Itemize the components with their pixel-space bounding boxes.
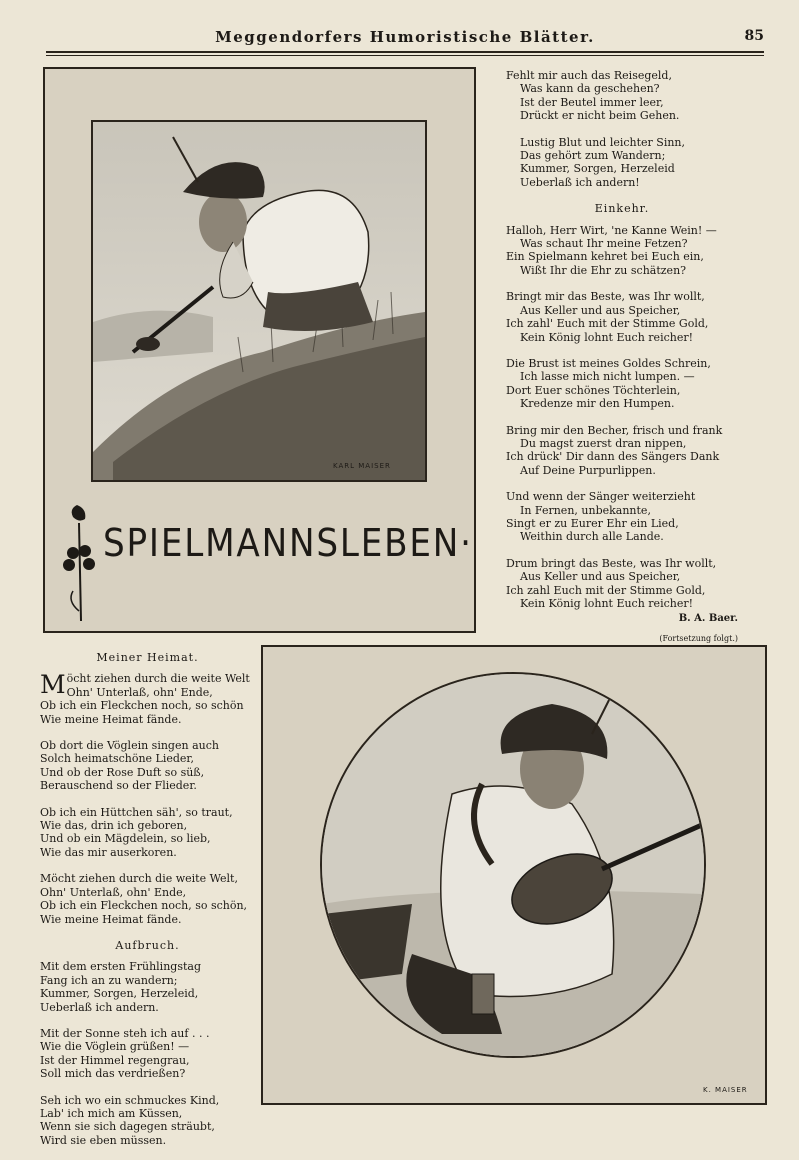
verse-line: Lustig Blut und leichter Sinn,: [520, 135, 686, 149]
illustration-panel-top: [43, 67, 476, 633]
verse-line: Drum bringt das Beste, was Ihr wollt,: [506, 556, 717, 570]
verse-line: Und wenn der Sänger weiterzieht: [506, 490, 696, 504]
stanza: [506, 490, 738, 544]
verse-line: Ueberlaß ich andern.: [40, 1000, 159, 1014]
verse-line: Singt er zu Eurer Ehr ein Lied,: [506, 516, 679, 530]
drop-cap: M: [40, 670, 66, 700]
stanza: [506, 557, 738, 611]
verse-line: Kummer, Sorgen, Herzeleid,: [40, 987, 199, 1001]
stanza: [40, 672, 255, 726]
stanza: [40, 739, 255, 793]
verse-line: Ob ich ein Hüttchen säh', so traut,: [40, 805, 233, 819]
verse-line: Was kann da geschehen?: [520, 82, 660, 96]
verse-line: Wenn sie sich dagegen sträubt,: [40, 1120, 215, 1134]
verse-line: Weithin durch alle Lande.: [520, 530, 664, 544]
verse-line: Drückt er nicht beim Gehen.: [520, 109, 680, 123]
header-rule: [46, 51, 764, 53]
poem-heading-einkehr: Einkehr.: [594, 202, 650, 216]
verse-line: Bringt mir das Beste, was Ihr wollt,: [506, 290, 705, 304]
lute-player-medallion: [320, 672, 706, 1058]
verse-line: Kummer, Sorgen, Herzeleid: [520, 162, 675, 176]
verse-line: Kein König lohnt Euch reicher!: [520, 330, 694, 344]
verse-line: Solch heimatschöne Lieder,: [40, 752, 194, 766]
stanza: [506, 357, 738, 411]
verse-line: Ein Spielmann kehret bei Euch ein,: [506, 250, 704, 264]
verse-line: Ist der Beutel immer leer,: [520, 95, 664, 109]
verse-line: Wißt Ihr die Ehr zu schätzen?: [520, 263, 687, 277]
continued-note: (Fortsetzung folgt.): [659, 633, 738, 643]
verse-line: Möcht ziehen durch die weite Welt,: [40, 872, 238, 886]
verse-line: Und ob ein Mägdelein, so lieb,: [40, 832, 211, 846]
verse-line: Halloh, Herr Wirt, 'ne Kanne Wein! —: [506, 223, 717, 237]
verse-line: Ob dort die Vöglein singen auch: [40, 739, 219, 753]
verse-line: Aus Keller und aus Speicher,: [520, 303, 681, 317]
verse-line: Wie die Vöglein grüßen! —: [40, 1040, 190, 1054]
lute-player-illustration: [322, 674, 704, 1056]
verse-line: Ich drück' Dir dann des Sängers Dank: [506, 450, 720, 464]
verse-line: Was schaut Ihr meine Fetzen?: [520, 237, 688, 251]
verse-line: Mit dem ersten Frühlingstag: [40, 960, 201, 974]
artist-signature-top: KARL MAISER: [333, 462, 391, 470]
verse-line: Ohn' Unterlaß, ohn' Ende,: [66, 685, 213, 699]
stanza: [506, 136, 738, 190]
poem-column-right: [506, 69, 738, 645]
publication-title: Meggendorfers Humoristische Blätter.: [215, 28, 595, 46]
verse-line: Und ob der Rose Duft so süß,: [40, 765, 205, 779]
verse-line: Kredenze mir den Humpen.: [520, 397, 675, 411]
verse-line: Ich lasse mich nicht lumpen. —: [520, 370, 695, 384]
verse-line: Ob ich ein Fleckchen noch, so schön: [40, 699, 244, 713]
verse-line: Wie meine Heimat fände.: [40, 912, 182, 926]
poem-heading-aufbruch: Aufbruch.: [115, 938, 180, 952]
verse-line: Wie meine Heimat fände.: [40, 712, 182, 726]
header-rule-thin: [46, 55, 764, 56]
verse-line: Kein König lohnt Euch reicher!: [520, 597, 694, 610]
verse-line: Ich zahl' Euch mit der Stimme Gold,: [506, 317, 709, 331]
verse-line: Die Brust ist meines Goldes Schrein,: [506, 356, 711, 370]
verse-line: Ohn' Unterlaß, ohn' Ende,: [40, 885, 187, 899]
stanza: [40, 1094, 255, 1148]
artist-signature-bottom: K. MAISER: [703, 1086, 748, 1094]
verse-line: Das gehört zum Wandern;: [520, 149, 666, 163]
verse-line: Fang ich an zu wandern;: [40, 973, 178, 987]
verse-line: Ist der Himmel regengrau,: [40, 1053, 190, 1067]
title-lettering: SPIELMANNSLEBEN·: [103, 521, 473, 565]
stanza: [40, 806, 255, 860]
stanza: [40, 1027, 255, 1081]
verse-line: Bring mir den Becher, frisch und frank: [506, 423, 723, 437]
verse-line: Fehlt mir auch das Reisegeld,: [506, 69, 672, 82]
running-header: [46, 22, 764, 48]
illustration-panel-bottom: [261, 645, 767, 1105]
verse-line: Berauschend so der Flieder.: [40, 779, 197, 793]
poem-heading-heimat: Meiner Heimat.: [96, 651, 199, 664]
verse-line: In Fernen, unbekannte,: [520, 503, 651, 517]
verse-line: Ich zahl Euch mit der Stimme Gold,: [506, 583, 706, 597]
stanza: [506, 290, 738, 344]
stanza: [40, 872, 255, 926]
verse-line: Wird sie eben müssen.: [40, 1133, 167, 1147]
stanza: [506, 224, 738, 278]
verse-line: Seh ich wo ein schmuckes Kind,: [40, 1093, 220, 1107]
page-number: 85: [744, 28, 764, 44]
decorative-title: [59, 501, 473, 625]
poem-column-left: [40, 651, 255, 1160]
stanza: [40, 960, 255, 1014]
verse-line: Ob ich ein Fleckchen noch, so schön,: [40, 899, 248, 913]
verse-line: Ueberlaß ich andern!: [520, 175, 640, 189]
verse-line: Wie das mir auserkoren.: [40, 845, 177, 859]
verse-line: Soll mich das verdrießen?: [40, 1067, 186, 1081]
minstrel-drawing-frame: [91, 120, 427, 482]
minstrel-on-hillside-illustration: [93, 122, 425, 480]
stanza: [506, 69, 738, 123]
verse-line: Aus Keller und aus Speicher,: [520, 570, 681, 584]
verse-line: Auf Deine Purpurlippen.: [520, 463, 656, 477]
verse-line: Lab' ich mich am Küssen,: [40, 1106, 183, 1120]
verse-line: Wie das, drin ich geboren,: [40, 819, 188, 833]
author-signature: B. A. Baer.: [678, 613, 738, 625]
verse-line: öcht ziehen durch die weite Welt: [66, 672, 250, 686]
stanza: [506, 424, 738, 478]
verse-line: Du magst zuerst dran nippen,: [520, 436, 687, 450]
verse-line: Mit der Sonne steh ich auf . . .: [40, 1026, 210, 1040]
verse-line: Dort Euer schönes Töchterlein,: [506, 383, 681, 397]
